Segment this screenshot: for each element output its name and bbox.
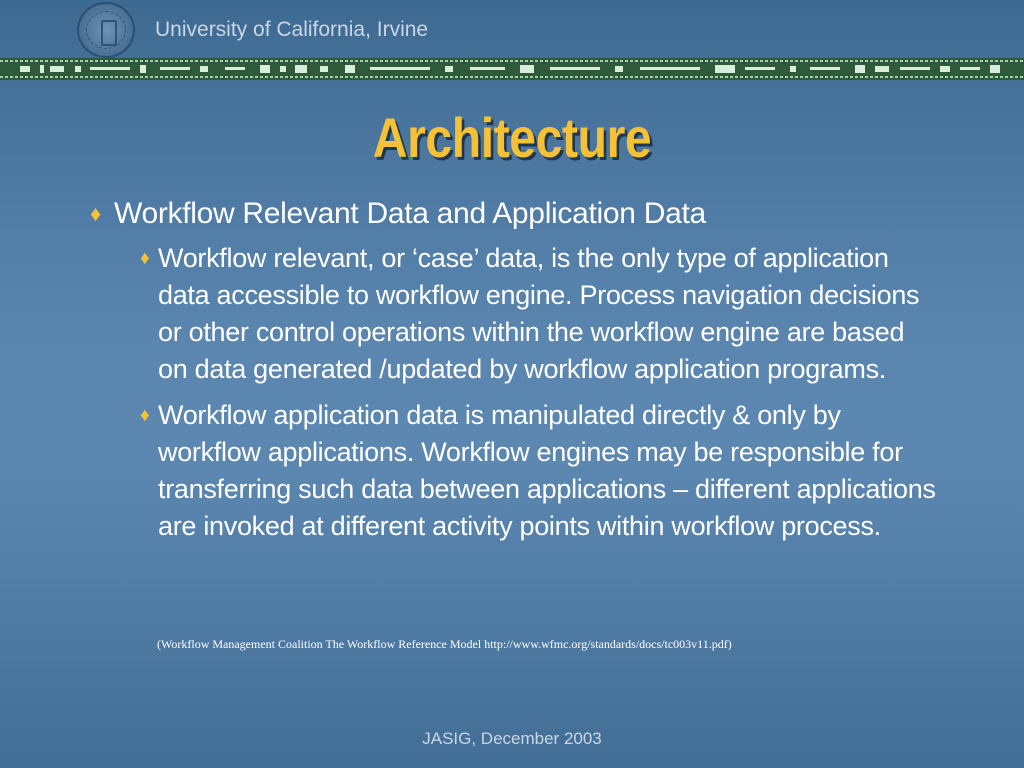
citation: (Workflow Management Coalition The Workflow Reference Model http://www.wfmc.org/standards/docs/tc003v11.pdf) [157,637,732,651]
university-seal-icon [77,2,135,58]
bullet-level-1 [90,194,940,234]
diamond-bullet-icon: ♦ [140,405,150,426]
slide-title: Architecture [372,106,652,169]
slide-footer: JASIG, December 2003 [422,729,602,748]
bullet-level-2 [140,240,940,388]
bullet-level-2 [140,397,940,545]
diamond-bullet-icon: ♦ [140,248,150,269]
slide-header [0,0,1024,58]
sub-bullet-text: Workflow application data is manipulated directly & only by workflow applications. Workflow engines may be responsible for transferring such data between applications – different applications are invoked at different activity points within workflow process. [158,400,936,541]
circuit-board-banner [0,58,1024,80]
slide-content [90,194,940,545]
bullet-text: Workflow Relevant Data and Application Data [114,197,706,230]
circuit-pattern [0,58,1024,80]
diamond-bullet-icon: ♦ [90,201,101,226]
university-name: University of California, Irvine [155,18,429,41]
sub-bullet-text: Workflow relevant, or ‘case’ data, is the only type of application data accessible to workflow engine. Process navigation decisions or other control operations within the workflow engine are based on data generated /updated by workflow application programs. [158,243,920,384]
